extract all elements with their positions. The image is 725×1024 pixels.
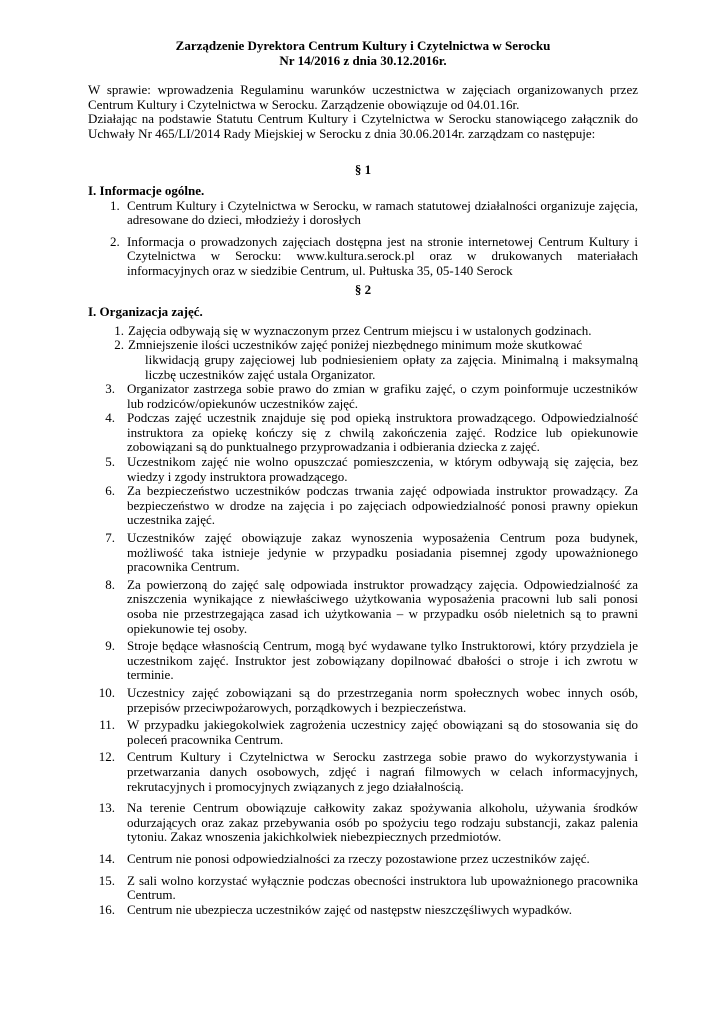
list-item [88,531,638,575]
item-text: W przypadku jakiegokolwiek zagrożenia uczestnicy zajęć obowiązani są do stosowania się do poleceń pracownika Centrum. [127,717,638,747]
item-text: Za powierzoną do zajęć salę odpowiada instruktor prowadzący zajęcia. Odpowiedzialność za zniszczenia wynikające z niewłaściwego użytkowania wyposażenia pracowni lub sali ponosi osoba nie przestrzegająca zasad ich użytkowania – w przypadku osób nieletnich są to prawni opiekunowie tej osoby. [127,576,638,636]
intro [88,83,638,141]
list-item [88,852,638,867]
title-line-2: Nr 14/2016 z dnia 30.12.2016r. [279,53,447,68]
item-number: 1. [114,322,124,338]
list-item [88,874,638,903]
item-number: 15. [98,872,115,888]
item-text: Centrum nie ubezpiecza uczestników zajęć od następstw nieszczęśliwych wypadków. [127,901,572,917]
item-text: Na terenie Centrum obowiązuje całkowity zakaz spożywania alkoholu, używania środków odurzających oraz zakaz przebywania osób po spożyciu tego rodzaju substancji, zakaz palenia tytoniu. Zakaz wnoszenia jakichkolwiek niebezpiecznych przedmiotów. [127,800,638,845]
intro-subject: W sprawie: wprowadzenia Regulaminu warunków uczestnictwa w zajęciach organizowanych przez Centrum Kultury i Czytelnictwa w Serocku. Zarządzenie obowiązuje od 04.01.16r. [88,82,638,112]
item-number: 5. [105,454,115,470]
item-text: Zajęcia odbywają się w wyznaczonym przez Centrum miejscu i w ustalonych godzinach. [128,322,592,338]
item-text: Za bezpieczeństwo uczestników podczas trwania zajęć odpowiada instruktor prowadzący. Za bezpieczeństwo w drodze na zajęcia i po zajęciach odpowiedzialność ponosi prawny opiekun uczestnika zajęć. [127,483,638,528]
document-title [88,38,638,68]
list-item [88,235,638,279]
item-number: 8. [105,576,115,592]
item-text: Z sali wolno korzystać wyłącznie podczas obecności instruktora lub upoważnionego pracownika Centrum. [127,872,638,903]
document-page [88,38,638,917]
item-text: Centrum nie ponosi odpowiedzialności za rzeczy pozostawione przez uczestników zajęć. [127,850,590,866]
item-number: 10. [98,684,115,700]
item-number: 11. [99,717,115,733]
item-number: 6. [105,483,115,499]
item-number: 13. [98,800,115,816]
list-item [88,718,638,747]
item-text: Informacja o prowadzonych zajęciach dostępna jest na stronie internetowej Centrum Kultury i Czytelnictwa w Serocku: www.kultura.serock.pl oraz w drukowanych materiałach informacyjnych oraz w siedzibie Centrum, ul. Pułtuska 35, 05-140 Serock [127,233,638,278]
section-1-heading: I. Informacje ogólne. [88,182,205,198]
item-number: 14. [98,850,115,866]
list-item [88,199,638,228]
item-number: 2. [114,337,124,353]
item-number: 9. [105,638,115,654]
item-number: 16. [98,901,115,917]
item-text-first-line: Zmniejszenie ilości uczestników zajęć poniżej niezbędnego minimum może skutkować [128,337,583,353]
list-item [88,578,638,636]
section-1-number: § 1 [354,162,372,178]
item-text: Stroje będące własnością Centrum, mogą być wydawane tylko Instruktorowi, który przydziela je uczestnikom zajęć. Instruktor jest zobowiązany dopilnować dbałości o stroje i ich zwrotu w terminie. [127,638,638,683]
list-item [88,324,638,339]
list-item [88,686,638,715]
section-1-list [88,199,638,279]
list-item [88,750,638,794]
intro-basis: Działając na podstawie Statutu Centrum Kultury i Czytelnictwa w Serocku stanowiącego załącznik do Uchwały Nr 465/LI/2014 Rady Miejskiej w Serocku z dnia 30.06.2014r. zarządzam co następuje: [88,111,638,141]
list-item [88,639,638,683]
section-2-heading: I. Organizacja zajęć. [88,304,203,320]
item-text [128,338,638,382]
list-item [88,338,638,382]
list-item [88,382,638,411]
item-number: 2. [110,233,120,249]
item-number: 12. [98,749,115,765]
item-text: Organizator zastrzega sobie prawo do zmian w grafiku zajęć, o czym poinformuje uczestników lub rodziców/opiekunów uczestników zajęć. [127,381,638,411]
item-number: 1. [110,197,120,213]
item-text-continuation: likwidacją grupy zajęciowej lub podniesieniem opłaty za zajęcia. Minimalną i maksymalną liczbę uczestników zajęć ustala Organizator. [145,351,638,382]
list-item [88,411,638,455]
item-text: Podczas zajęć uczestnik znajduje się pod opieką instruktora prowadzącego. Odpowiedzialność instruktora za opiekę kończy się z chwilą zakończenia zajęć. Rodzice lub opiekunowie zobowiązani są do punktualnego przyprowadzania i odbierania dziecka z zajęć. [127,410,638,455]
list-item [88,801,638,845]
item-text: Uczestników zajęć obowiązuje zakaz wynoszenia wyposażenia Centrum poza budynek, możliwość taka istnieje jedynie w przypadku posiadania pisemnej zgody upoważnionego pracownika Centrum. [127,530,638,575]
item-text: Centrum Kultury i Czytelnictwa w Serocku, w ramach statutowej działalności organizuje zajęcia, adresowane do dzieci, młodzieży i dorosłych [127,197,638,228]
list-item [88,484,638,528]
item-number: 4. [105,410,115,426]
section-2-list [88,324,638,918]
item-number: 3. [105,381,115,397]
list-item [88,903,638,918]
item-text: Uczestnikom zajęć nie wolno opuszczać pomieszczenia, w którym odbywają się zajęcia, bez wiedzy i zgody instruktora prowadzącego. [127,454,638,484]
section-2-number: § 2 [354,281,372,297]
item-text: Uczestnicy zajęć zobowiązani są do przestrzegania norm społecznych wobec innych osób, przepisów przeciwpożarowych, porządkowych i bezpieczeństwa. [127,684,638,715]
item-number: 7. [105,530,115,546]
item-text: Centrum Kultury i Czytelnictwa w Serocku zastrzega sobie prawo do wykorzystywania i przetwarzania danych osobowych, zdjęć i nagrań filmowych w celach informacyjnych, rekrutacyjnych i promocyjnych związanych z jego działalnością. [127,749,638,794]
list-item [88,455,638,484]
title-line-1: Zarządzenie Dyrektora Centrum Kultury i Czytelnictwa w Serocku [175,38,551,53]
